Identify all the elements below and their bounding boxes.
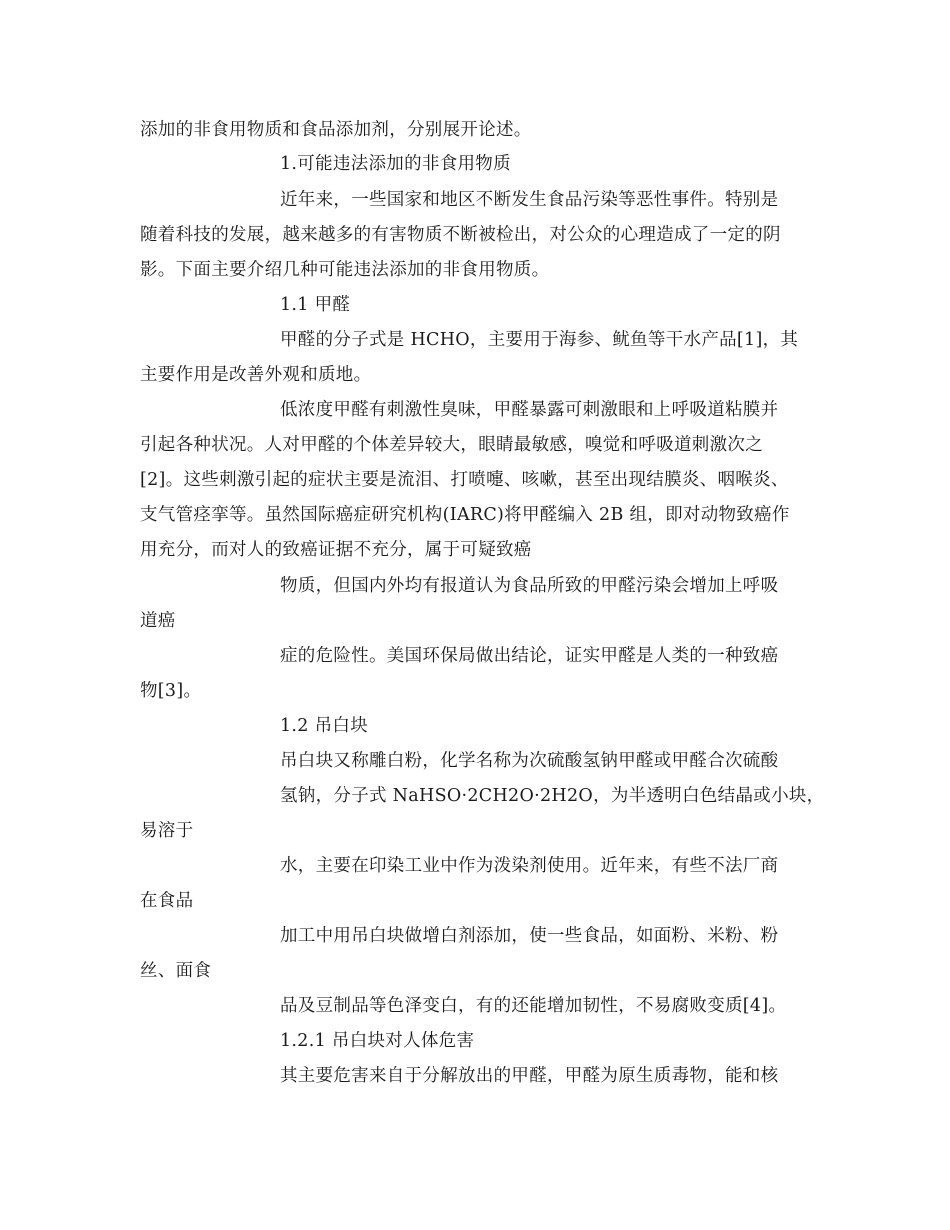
body-text-line: 其主要危害来自于分解放出的甲醛，甲醛为原生质毒物，能和核	[280, 1066, 779, 1086]
body-text-line: 吊白块又称雕白粉，化学名称为次硫酸氢钠甲醛或甲醛合次硫酸	[280, 751, 779, 771]
body-text-line: 近年来，一些国家和地区不断发生食品污染等恶性事件。特别是	[280, 190, 779, 210]
body-text-line: 低浓度甲醛有刺激性臭味，甲醛暴露可刺激眼和上呼吸道粘膜并	[280, 400, 779, 420]
body-text-line: 丝、面食	[140, 961, 212, 981]
subsection-heading: 1.2 吊白块	[280, 716, 368, 736]
subsection-heading: 1.2.1 吊白块对人体危害	[280, 1031, 475, 1051]
body-text-line: 物[3]。	[140, 681, 202, 701]
body-text-line: 道癌	[140, 611, 176, 631]
body-text-line: [2]。这些刺激引起的症状主要是流泪、打喷嚏、咳嗽，甚至出现结膜炎、咽喉炎、	[140, 470, 789, 490]
body-text-line: 影。下面主要介绍几种可能违法添加的非食用物质。	[140, 260, 550, 280]
body-text-line: 甲醛的分子式是 HCHO，主要用于海参、鱿鱼等干水产品[1]，其	[280, 330, 799, 350]
body-text-line: 支气管痉挛等。虽然国际癌症研究机构(IARC)将甲醛编入 2B 组，即对动物致癌作	[140, 505, 790, 525]
body-text-line: 用充分，而对人的致癌证据不充分，属于可疑致癌	[140, 540, 532, 560]
body-text-line: 易溶于	[140, 821, 194, 841]
body-text-line: 引起各种状况。人对甲醛的个体差异较大，眼睛最敏感，嗅觉和呼吸道刺激次之	[140, 435, 763, 455]
body-text-line: 氢钠，分子式 NaHSO·2CH2O·2H2O，为半透明白色结晶或小块，	[280, 786, 825, 806]
body-text-line: 水，主要在印染工业中作为泼染剂使用。近年来，有些不法厂商	[280, 856, 779, 876]
subsection-heading: 1.1 甲醛	[280, 295, 351, 315]
body-text-line: 主要作用是改善外观和质地。	[140, 365, 372, 385]
body-text-line: 品及豆制品等色泽变白，有的还能增加韧性，不易腐败变质[4]。	[280, 996, 787, 1016]
body-text-line: 症的危险性。美国环保局做出结论，证实甲醛是人类的一种致癌	[280, 646, 779, 666]
section-heading: 1.可能违法添加的非食用物质	[280, 154, 511, 174]
body-text-line: 在食品	[140, 891, 194, 911]
body-text-line: 物质，但国内外均有报道认为食品所致的甲醛污染会增加上呼吸	[280, 576, 779, 596]
body-text-line: 随着科技的发展，越来越多的有害物质不断被检出，对公众的心理造成了一定的阴	[140, 225, 781, 245]
body-text-line: 加工中用吊白块做增白剂添加，使一些食品，如面粉、米粉、粉	[280, 926, 779, 946]
body-text-line: 添加的非食用物质和食品添加剂，分别展开论述。	[140, 120, 532, 140]
